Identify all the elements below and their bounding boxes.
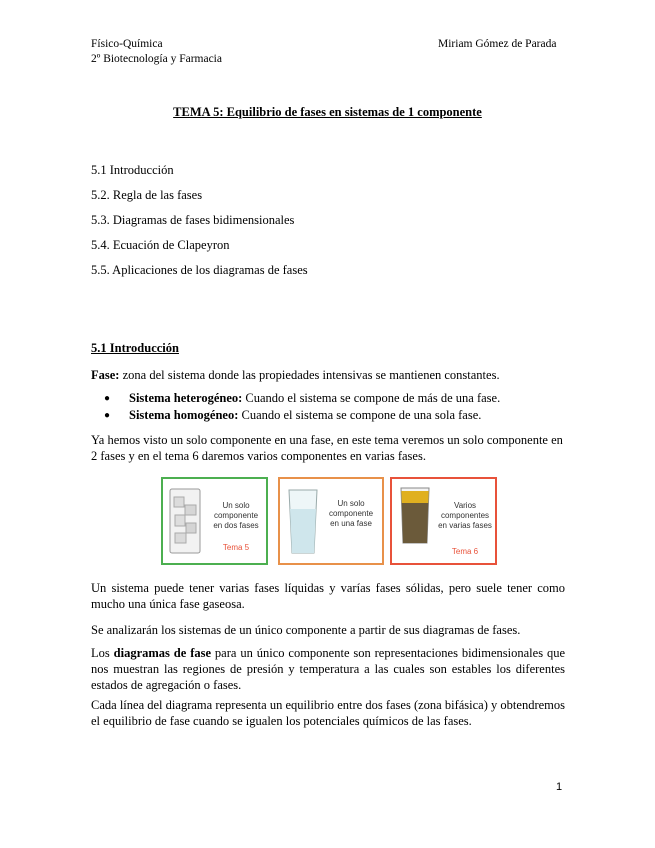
list-item — [104, 390, 564, 407]
fase-term: Fase: — [91, 368, 120, 382]
page-number: 1 — [556, 781, 563, 793]
bullet-term: Sistema homogéneo: — [129, 408, 239, 422]
bullet-text: Cuando el sistema se compone de una sola fase. — [238, 408, 482, 422]
figure-panel-tema6 — [390, 477, 497, 565]
toc-item: 5.2. Regla de las fases — [91, 188, 203, 202]
figure-panel-tema5 — [161, 477, 268, 565]
paragraph-1: Ya hemos visto un solo componente en una fase, en este tema veremos un solo componente en 2 fases y en el tema 6 daremos varios componentes en varias fases. — [91, 433, 563, 463]
toc-item: 5.4. Ecuación de Clapeyron — [91, 238, 230, 252]
paragraph-4: Los diagramas de fase para un único componente son representaciones bidimensionales que nos muestran las regiones de presión y temperatura a las cuales son estables los diferentes estados de agregación o fases. — [91, 646, 566, 692]
diagramas-term: diagramas de fase — [113, 646, 212, 660]
toc-item: 5.5. Aplicaciones de los diagramas de fases — [91, 263, 308, 277]
bullet-text: Cuando el sistema se compone de más de una fase. — [242, 391, 501, 405]
bullet-list — [104, 390, 564, 424]
toc-item: 5.1 Introducción — [91, 163, 174, 177]
paragraph-2: Un sistema puede tener varias fases líquidas y varías fases sólidas, pero suele tener como mucho una única fase gaseosa. — [91, 581, 565, 611]
toc-item: 5.3. Diagramas de fases bidimensionales — [91, 213, 295, 227]
panel-tag: Tema 6 — [451, 547, 479, 556]
panel-caption: Varios componentes en varias fases — [438, 501, 492, 530]
header-subject: Físico-Química — [91, 38, 163, 50]
document-title: TEMA 5: Equilibrio de fases en sistemas de 1 componente — [173, 105, 482, 119]
bullet-icon: ● — [104, 393, 111, 404]
glass-mixture-icon — [397, 485, 433, 547]
glass-water-icon — [286, 487, 320, 557]
figure-panel-one-phase — [278, 477, 384, 565]
bullet-term: Sistema heterogéneo: — [129, 391, 243, 405]
list-item — [104, 407, 564, 424]
section-heading: 5.1 Introducción — [91, 341, 179, 355]
header-author: Miriam Gómez de Parada — [438, 38, 557, 50]
panel-caption: Un solo componente en dos fases — [213, 501, 259, 530]
fase-definition — [91, 367, 565, 383]
header-course: 2º Biotecnología y Farmacia — [91, 53, 222, 65]
fase-text: zona del sistema donde las propiedades intensivas se mantienen constantes. — [119, 368, 500, 382]
paragraph-3: Se analizarán los sistemas de un único componente a partir de sus diagramas de fases. — [91, 623, 521, 637]
paragraph-5: Cada línea del diagrama representa un equilibrio entre dos fases (zona bifásica) y obtendremos el equilibrio de fase cuando se igualen los potenciales químicos de las fases. — [91, 698, 565, 728]
glass-ice-icon — [167, 485, 203, 557]
panel-caption: Un solo componente en una fase — [328, 499, 374, 528]
bullet-icon: ● — [104, 410, 111, 421]
panel-tag: Tema 5 — [222, 543, 250, 552]
